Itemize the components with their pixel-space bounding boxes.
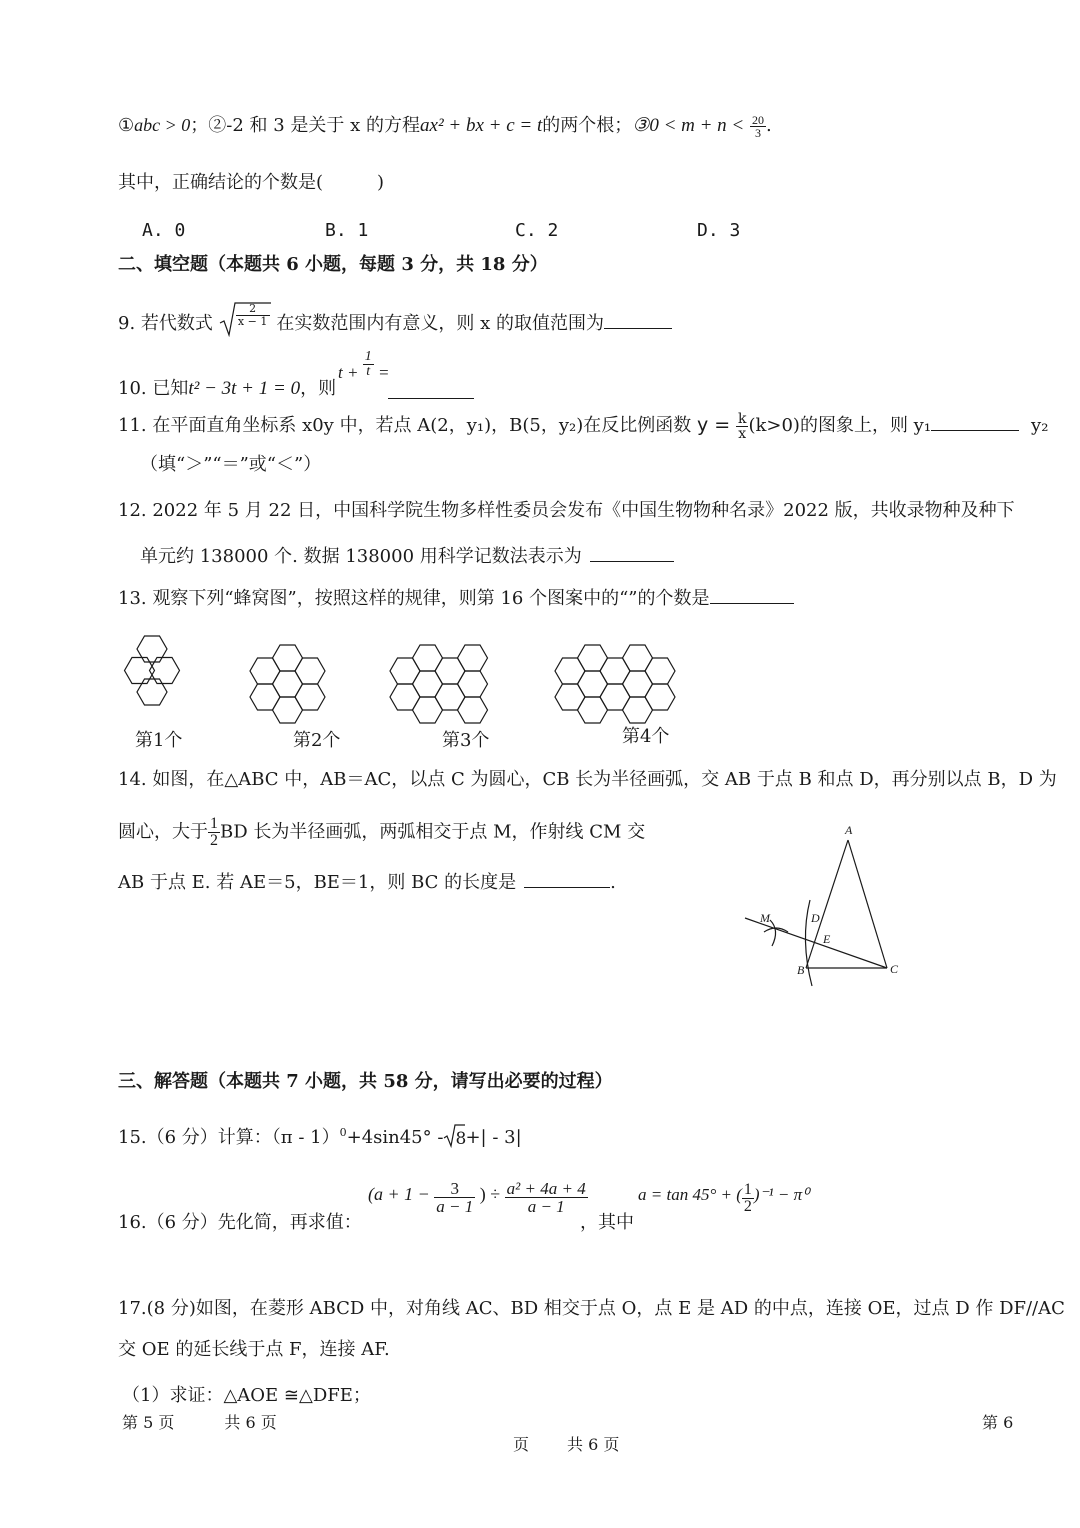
q11-hint: （填“＞”“＝”或“＜”） xyxy=(140,454,322,475)
q8-option-d: D. 3 xyxy=(697,220,741,241)
hexagon-cell xyxy=(555,684,585,710)
q16: 16.（6 分）先化简，再求值： xyxy=(118,1212,362,1233)
honeycomb-label-4: 第4个 xyxy=(622,726,670,747)
hexagon-cell xyxy=(600,684,630,710)
svg-text:B: B xyxy=(797,963,805,977)
q16-expression: (a + 1 − $\frac{3}{a - 1}$ ) ÷ $\frac{\text{a² + 4a + 4}}{a - 1}$ xyxy=(368,1179,586,1216)
footer-page-right: 第 6 xyxy=(982,1413,1014,1432)
q17-part-1: （1）求证：△AOE ≅△DFE； xyxy=(122,1385,371,1406)
section-3-title: 三、解答题（本题共 7 小题，共 58 分，请写出必要的过程） xyxy=(118,1071,613,1092)
hexagon-cell xyxy=(250,684,280,710)
q14-line-1: 14. 如图，在△ABC 中，AB＝AC，以点 C 为圆心，CB 长为半径画弧，交 AB 于点 B 和点 D，再分别以点 B，D 为 xyxy=(118,769,1057,790)
hexagon-cell xyxy=(458,645,488,671)
q8-option-a: A. 0 xyxy=(142,220,186,241)
q9: 9. 若代数式 2 x − 1 在实数范围内有意义，则 x 的取值范围为 xyxy=(118,308,672,339)
hexagon-cell xyxy=(295,684,325,710)
hexagon-cell xyxy=(435,684,465,710)
hexagon-cell xyxy=(295,658,325,684)
hexagon-cell xyxy=(578,645,608,671)
hexagon-cell xyxy=(458,671,488,697)
q8-question: 其中，正确结论的个数是( ) xyxy=(118,172,385,193)
q17-line-2: 交 OE 的延长线于点 F，连接 AF. xyxy=(118,1339,390,1360)
triangle-figure xyxy=(740,820,930,990)
svg-text:C: C xyxy=(890,962,899,976)
q10-answer-blank xyxy=(388,378,474,399)
hexagon-cell xyxy=(273,645,303,671)
svg-text:A: A xyxy=(845,823,853,837)
q12-line-1: 12. 2022 年 5 月 22 日，中国科学院生物多样性委员会发布《中国生物物种名录》2022 版，共收录物种及种下 xyxy=(118,500,1015,521)
hexagon-cell xyxy=(413,645,443,671)
q14-line-2: 圆心，大于 $\frac{1}{2}$ BD 长为半径画弧，两弧相交于点 M，作射线 CM 交 xyxy=(118,815,646,849)
footer-page-center: 页 共 6 页 xyxy=(513,1435,620,1454)
q16-a-value: a = tan 45° + ( $\frac{1}{2}$ )⁻¹ − π⁰ xyxy=(638,1181,809,1215)
hexagon-cell xyxy=(600,658,630,684)
hexagon-cell xyxy=(390,684,420,710)
hexagon-cell xyxy=(645,658,675,684)
q15: 15.（6 分）计算：（π - 1）$^0$+4sin45° - 8 +| - 3| xyxy=(118,1126,522,1149)
q10: 10. 已知t² − 3t + 1 = 0，则 xyxy=(118,378,337,399)
hexagon-cell xyxy=(623,697,653,723)
hexagon-cell xyxy=(413,697,443,723)
q8-option-c: C. 2 xyxy=(515,220,559,241)
hexagon-cell xyxy=(623,671,653,697)
hexagon-cell xyxy=(578,671,608,697)
q8-conditions: ①abc > 0；②-2 和 3 是关于 x 的方程ax² + bx + c = t的两个根；③0 < m + n < $\frac{20}{3}$ . xyxy=(118,112,772,140)
q16-where: ，其中 xyxy=(580,1212,634,1233)
honeycomb-figures xyxy=(110,625,830,725)
q13: 13. 观察下列“蜂窝图”，按照这样的规律，则第 16 个图案中的“”的个数是 xyxy=(118,583,794,612)
footer-page-left: 第 5 页 共 6 页 xyxy=(122,1413,277,1432)
q8-option-b: B. 1 xyxy=(325,220,369,241)
svg-text:M: M xyxy=(760,911,770,925)
hexagon-cell xyxy=(250,658,280,684)
hexagon-cell xyxy=(623,645,653,671)
hexagon-cell xyxy=(413,671,443,697)
hexagon-cell xyxy=(645,684,675,710)
q17-line-1: 17.(8 分)如图，在菱形 ABCD 中，对角线 AC、BD 相交于点 O，点 E 是 AD 的中点，连接 OE，过点 D 作 DF//AC xyxy=(118,1298,1065,1319)
hexagon-cell xyxy=(273,697,303,723)
q11: 11. 在平面直角坐标系 x0y 中，若点 A(2，y₁)，B(5，y₂)在反比例函数 y = $\frac{k}{x}$ (k>0)的图象上，则 y₁ y₂ xyxy=(118,410,1049,442)
hexagon-cell xyxy=(390,658,420,684)
hexagon-cell xyxy=(578,697,608,723)
q12-line-2: 单元约 138000 个. 数据 138000 用科学记数法表示为 xyxy=(140,541,674,570)
svg-text:D: D xyxy=(811,911,820,925)
honeycomb-label-3: 第3个 xyxy=(442,730,490,751)
hexagon-cell xyxy=(435,658,465,684)
section-2-title: 二、填空题（本题共 6 小题，每题 3 分，共 18 分） xyxy=(118,254,548,275)
svg-text:E: E xyxy=(823,932,831,946)
q10-expression: t + $\frac{1}{t}$ = xyxy=(338,349,390,383)
honeycomb-label-2: 第2个 xyxy=(293,730,341,751)
hexagon-cell xyxy=(273,671,303,697)
q14-line-3: AB 于点 E. 若 AE＝5，BE＝1，则 BC 的长度是 . xyxy=(118,867,616,896)
honeycomb-label-1: 第1个 xyxy=(135,730,183,751)
hexagon-cell xyxy=(458,697,488,723)
hexagon-cell xyxy=(555,658,585,684)
